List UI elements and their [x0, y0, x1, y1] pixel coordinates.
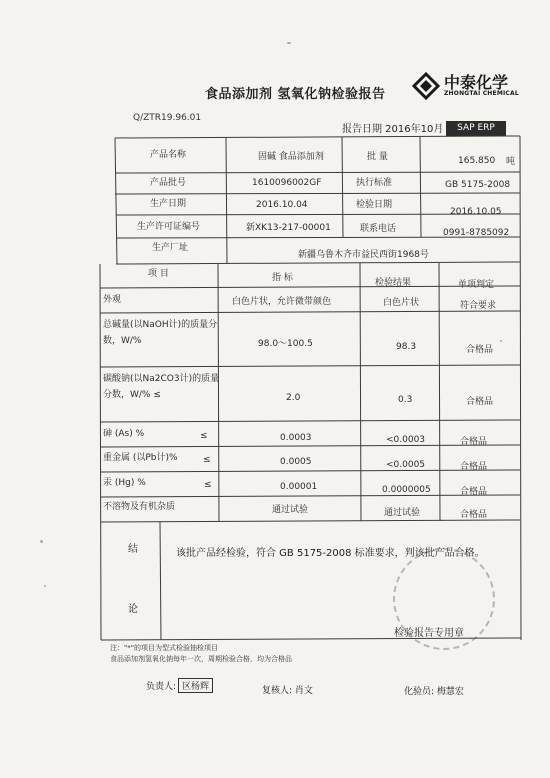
analyst-signature: [404, 684, 464, 697]
row-appearance-judge: 符合要求: [460, 301, 497, 311]
row-insoluble-result: 通过试验: [384, 508, 421, 518]
logo-mark-icon: [412, 72, 440, 100]
row-heavy-metal-item-suffix: ≤: [203, 455, 211, 465]
seal-text: 检验报告专用章: [394, 628, 464, 639]
note-line-2: 食品添加剂氢氧化钠每年一次，周期检验合格，均为合格品: [110, 655, 292, 663]
conclusion-text: 该批产品经检验，符合 GB 5175-2008 标准要求，判该批产品合格。: [176, 548, 485, 559]
row-appearance-spec: 白色片状，允许微带颜色: [232, 297, 332, 307]
row-arsenic-spec: 0.0003: [280, 433, 312, 443]
row-mercury-spec: 0.00001: [280, 482, 318, 492]
scan-speck: [44, 585, 46, 587]
row-insoluble-judge: 合格品: [460, 510, 488, 520]
row-total-alkali-item: 总碱量(以NaOH计)的质量分: [103, 320, 218, 330]
responsible-name: 区杨辉: [178, 678, 213, 693]
row-heavy-metal-result: <0.0005: [386, 460, 426, 470]
row-appearance-item: 外观: [103, 295, 122, 305]
product-name-value: 固碱 食品添加剂: [258, 152, 324, 162]
analyst-name: 梅慧宏: [436, 687, 464, 697]
responsible-signature: [146, 678, 213, 693]
report-date: 报告日期 2016年10月: [342, 124, 444, 135]
conclusion-label-top: 结: [128, 544, 138, 555]
batch-value: 165.850: [458, 156, 496, 166]
col-result-header: 检验结果: [375, 278, 412, 288]
row-arsenic-item-suffix: ≤: [200, 431, 208, 441]
phone-value: 0991-8785092: [443, 228, 510, 238]
reviewer-signature: [262, 683, 313, 696]
col-item-header: 项 目: [148, 269, 169, 279]
test-date-label: 检验日期: [356, 200, 393, 210]
lot-label: 产品批号: [150, 178, 187, 188]
document-number: Q/ZTR19.96.01: [133, 113, 202, 123]
row-appearance-result: 白色片状: [383, 298, 420, 308]
sap-erp-badge: SAP ERP: [446, 121, 506, 136]
row-insoluble-spec: 通过试验: [272, 505, 309, 515]
row-total-alkali-item-line2: 数，W/%: [103, 336, 142, 346]
lot-value: 1610096002GF: [252, 178, 322, 188]
phone-label: 联系电话: [360, 224, 397, 234]
row-heavy-metal-item: 重金属 (以Pb计)%: [103, 453, 178, 463]
row-mercury-item-suffix: ≤: [204, 480, 212, 490]
production-date-label: 生产日期: [150, 199, 187, 209]
row-mercury-judge: 合格品: [460, 487, 488, 497]
scan-speck: [287, 42, 291, 44]
standard-value: GB 5175-2008: [445, 180, 511, 190]
row-mercury-item: 汞 (Hg) %: [103, 478, 146, 488]
row-arsenic-result: <0.0003: [386, 435, 426, 445]
product-name-label: 产品名称: [150, 150, 187, 160]
logo-chinese-name: 中泰化学: [444, 73, 509, 92]
factory-value: 新疆乌鲁木齐市益民西街1968号: [298, 250, 429, 260]
license-value: 新XK13-217-00001: [246, 223, 331, 233]
report-title: 食品添加剂 氢氧化钠检验报告: [205, 87, 386, 102]
reviewer-name: 肖文: [294, 686, 313, 696]
standard-label: 执行标准: [356, 178, 393, 188]
responsible-label: 负责人:: [146, 682, 177, 692]
row-total-alkali-judge: 合格品: [466, 345, 494, 355]
conclusion-label-bottom: 论: [128, 604, 138, 615]
batch-label: 批 量: [367, 152, 388, 162]
row-mercury-result: 0.0000005: [382, 485, 431, 495]
row-arsenic-item: 砷 (As) %: [103, 429, 145, 439]
row-heavy-metal-spec: 0.0005: [280, 457, 312, 467]
scan-speck: [40, 540, 43, 543]
factory-label: 生产厂址: [152, 243, 189, 253]
logo-english-name: ZHONGTAI CHEMICAL: [444, 90, 519, 97]
test-date-value: 2016.10.05: [450, 207, 502, 217]
row-carbonate-result: 0.3: [398, 395, 413, 405]
production-date-value: 2016.10.04: [256, 200, 308, 210]
row-carbonate-spec: 2.0: [286, 393, 301, 403]
row-carbonate-item: 碳酸钠(以Na2CO3计)的质量: [103, 374, 220, 384]
row-total-alkali-result: 98.3: [396, 342, 417, 352]
scan-speck: [500, 340, 502, 342]
company-logo: [412, 70, 522, 104]
col-judge-header: 单项判定: [458, 280, 495, 290]
analyst-label: 化验员:: [404, 687, 435, 697]
license-label: 生产许可证编号: [137, 222, 201, 232]
row-heavy-metal-judge: 合格品: [460, 462, 488, 472]
col-spec-header: 指 标: [272, 273, 293, 283]
note-line-1: 注："*"的项目为型式检验抽检项目: [110, 644, 218, 652]
row-carbonate-item-line2: 分数，W/% ≤: [103, 390, 161, 400]
batch-unit: 吨: [506, 157, 516, 167]
row-carbonate-judge: 合格品: [466, 397, 494, 407]
reviewer-label: 复核人:: [262, 686, 293, 696]
row-arsenic-judge: 合格品: [460, 437, 488, 447]
row-insoluble-item: 不溶物及有机杂质: [103, 502, 176, 512]
row-total-alkali-spec: 98.0～100.5: [258, 339, 313, 349]
